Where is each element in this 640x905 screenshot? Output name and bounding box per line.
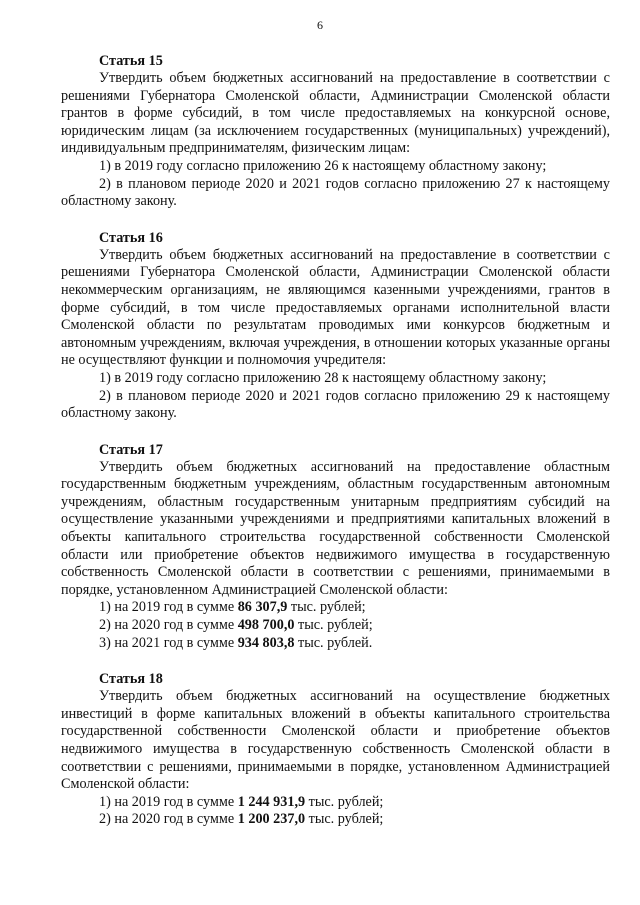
article-text: Утвердить объем бюджетных ассигнований на предоставление в соответствии с решениями Губернатора Смоленской области, Администрации Смоленской области некоммерческим организациям, не являющимся казенными учреждениями, грантов в форме субсидий, в том числе предоставляемых органами исполнительной власти Смоленской области по результатам проводимых ими конкурсов бюджетным и автономным учреждениям, включая учреждения, в отношении которых указанные органы не осуществляют функции и полномочия учредителя:: [61, 246, 610, 369]
item-amount: 498 700,0: [237, 617, 295, 634]
list-item: [61, 599, 610, 617]
list-item: [61, 635, 610, 653]
list-item: [61, 617, 610, 635]
list-item: 2) в плановом периоде 2020 и 2021 годов согласно приложению 27 к настоящему областному закону.: [61, 175, 610, 210]
article-text: Утвердить объем бюджетных ассигнований на осуществление бюджетных инвестиций в форме капитальных вложений в объекты капитального строительства государственной собственности Смоленской области и приобретение объектов недвижимого имущества в государственную собственность Смоленской области в соответствии с решениями, принимаемыми в порядке, установленном Администрацией Смоленской области:: [61, 688, 610, 793]
list-item: [61, 811, 610, 829]
item-suffix: тыс. рублей.: [294, 634, 373, 651]
article-text: Утвердить объем бюджетных ассигнований на предоставление областным государственным бюджетным учреждениям, областным государственным автономным учреждениям, областным государственным унитарным предприятиям субсидий на осуществление указанными учреждениями и предприятиями капитальных вложений в объекты капитального строительства государственной собственности Смоленской области или приобретение объектов недвижимого имущества в государственную собственность Смоленской области в соответствии с решениями, принимаемыми в порядке, установленном Администрацией Смоленской области:: [61, 458, 610, 598]
article-heading: Статья 18: [99, 671, 163, 688]
item-prefix: 2) на 2020 год в сумме: [99, 617, 238, 634]
article-17: [61, 441, 610, 653]
item-suffix: тыс. рублей;: [294, 617, 373, 634]
article-18: [61, 670, 610, 829]
document-body: [61, 52, 610, 847]
item-amount: 86 307,9: [237, 599, 288, 616]
article-heading: Статья 17: [99, 441, 163, 458]
list-item: 1) в 2019 году согласно приложению 28 к настоящему областному закону;: [99, 369, 547, 386]
article-heading: Статья 15: [99, 53, 163, 69]
article-heading: Статья 16: [99, 229, 163, 246]
item-prefix: 2) на 2020 год в сумме: [99, 811, 238, 828]
item-amount: 1 200 237,0: [237, 811, 306, 828]
item-suffix: тыс. рублей;: [305, 811, 384, 828]
page-number: 6: [317, 18, 323, 32]
item-amount: 934 803,8: [237, 634, 295, 651]
item-suffix: тыс. рублей;: [305, 793, 384, 810]
list-item: 1) в 2019 году согласно приложению 26 к настоящему областному закону;: [99, 157, 547, 174]
item-prefix: 1) на 2019 год в сумме: [99, 599, 238, 616]
item-prefix: 3) на 2021 год в сумме: [99, 634, 238, 651]
article-16: [61, 229, 610, 423]
item-amount: 1 244 931,9: [237, 793, 306, 810]
list-item: [61, 794, 610, 812]
item-prefix: 1) на 2019 год в сумме: [99, 793, 238, 810]
article-15: [61, 52, 610, 211]
item-suffix: тыс. рублей;: [287, 599, 366, 616]
list-item: 2) в плановом периоде 2020 и 2021 годов согласно приложению 29 к настоящему областному закону.: [61, 387, 610, 422]
article-text: Утвердить объем бюджетных ассигнований на предоставление в соответствии с решениями Губернатора Смоленской области, Администрации Смоленской области грантов в форме субсидий, в том числе предоставляемых на конкурсной основе, юридическим лицам (за исключением государственных (муниципальных) учреждений), индивидуальным предпринимателям, физическим лицам:: [61, 70, 610, 157]
